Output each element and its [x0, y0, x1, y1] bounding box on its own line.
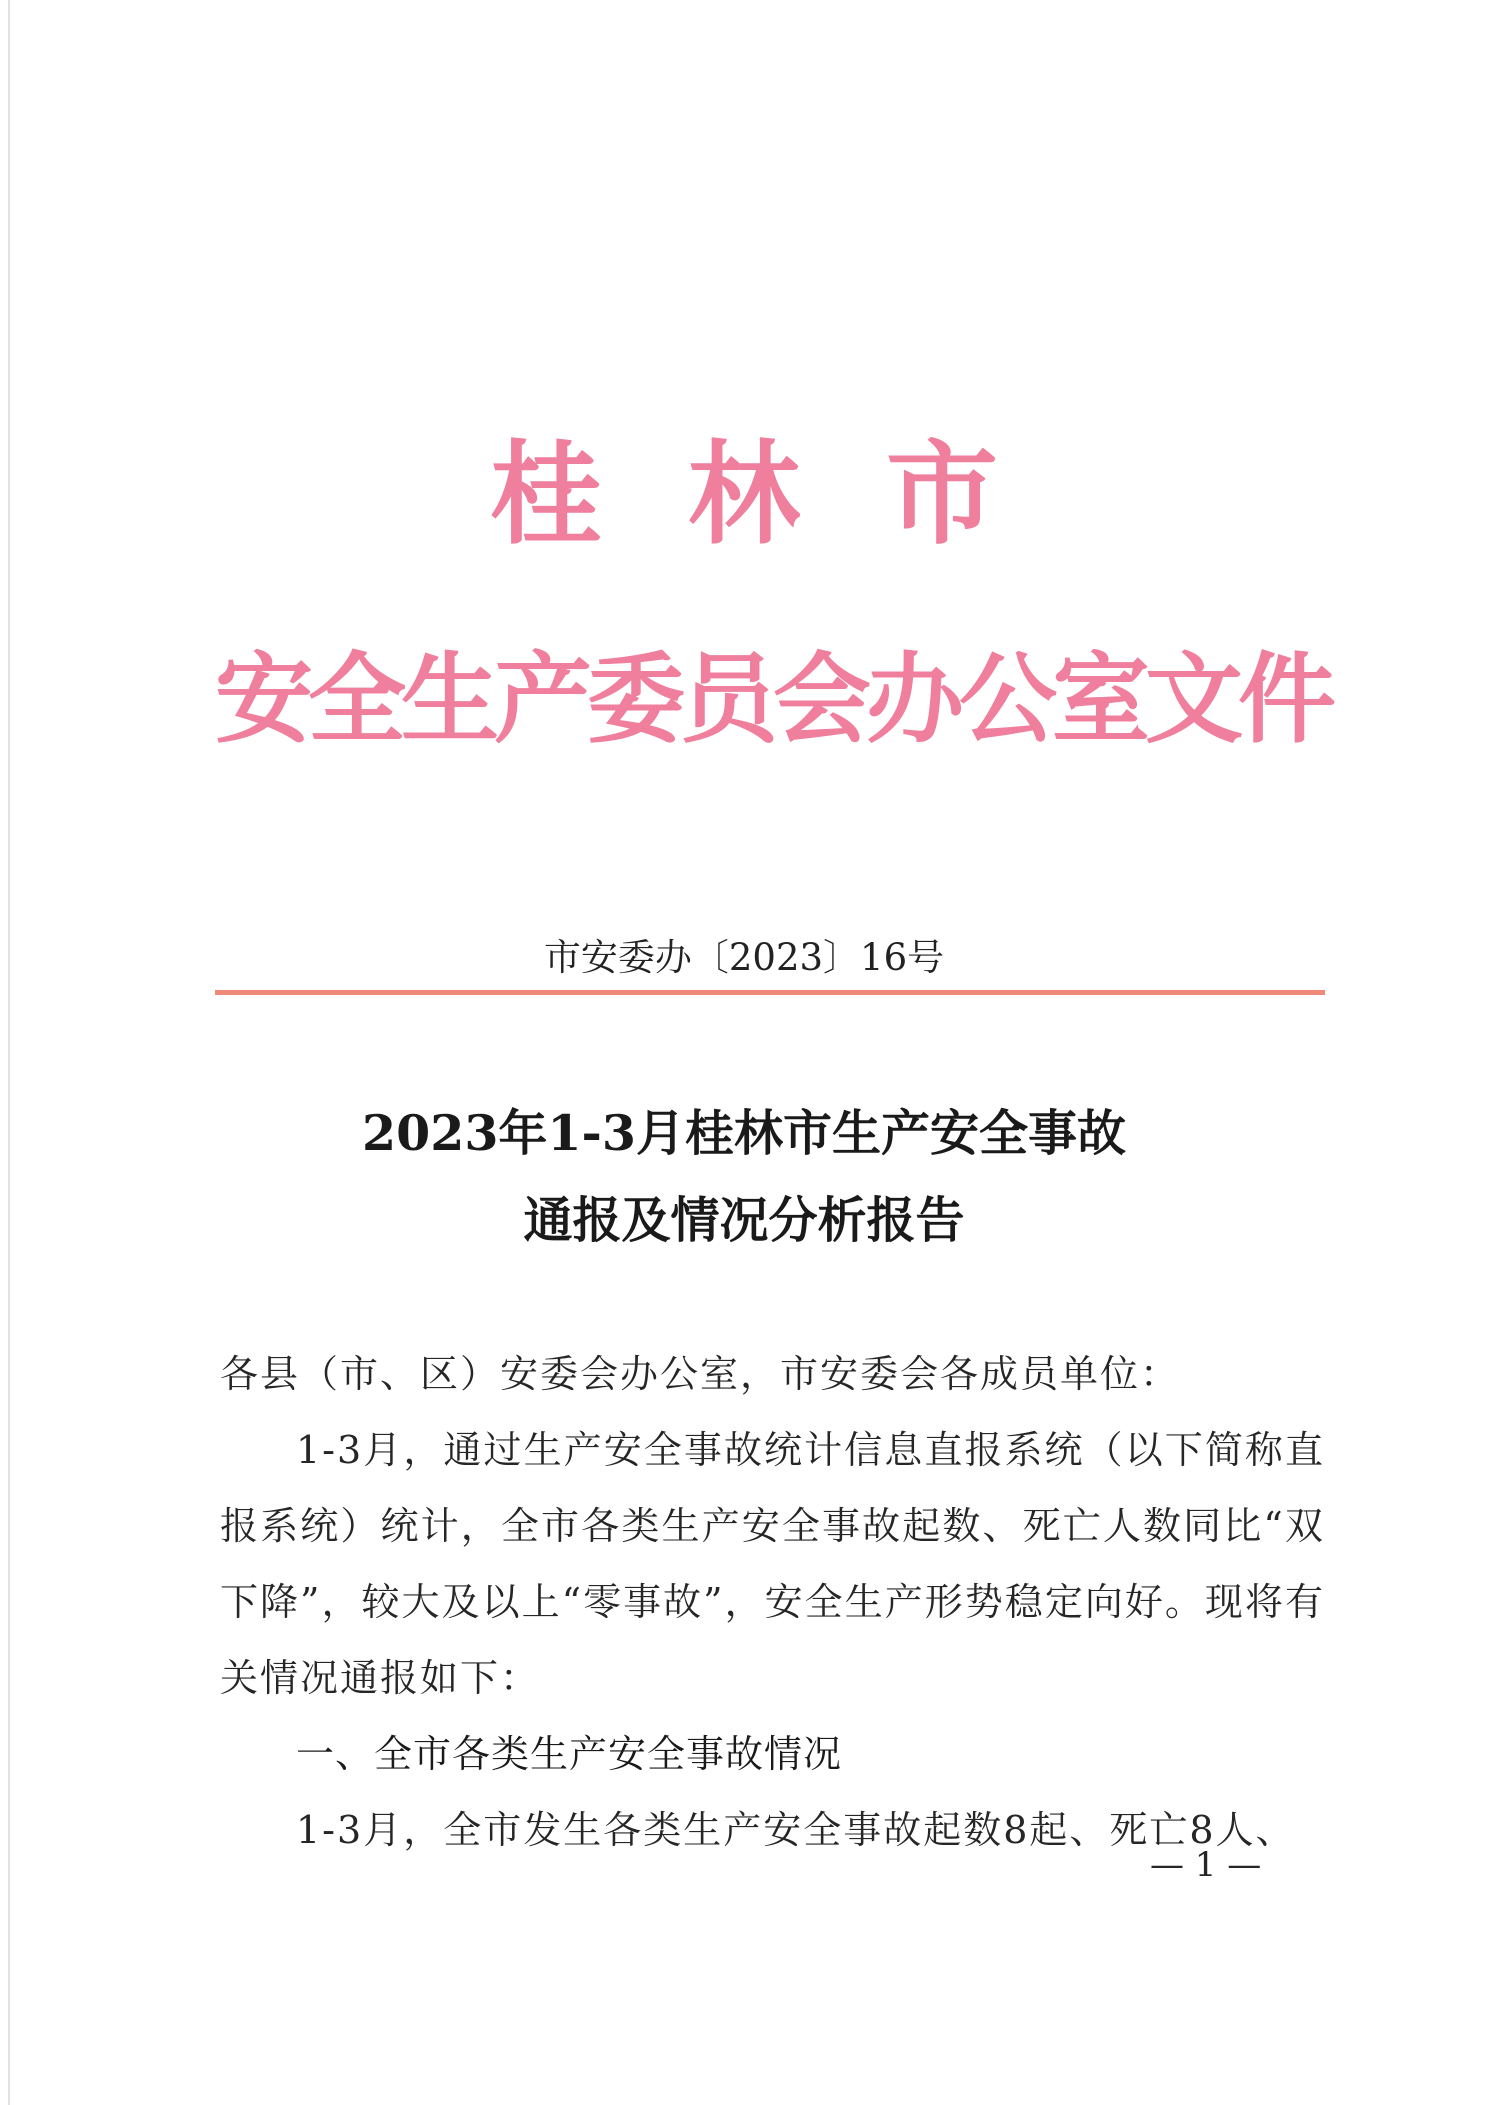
red-divider-rule	[215, 990, 1325, 995]
document-number: 市安委办〔2023〕16号	[543, 936, 945, 979]
salutation: 各县（市、区）安委会办公室，市安委会各成员单位：	[220, 1352, 1181, 1396]
page-number: — 1 —	[1150, 1845, 1262, 1885]
body-paragraph-1: 1-3月，通过生产安全事故统计信息直报系统（以下简称直报系统）统计，全市各类生产安全事故起数、死亡人数同比“双下降”，较大及以上“零事故”，安全生产形势稳定向好。现将有关情况通报如下：	[220, 1428, 1325, 1700]
section-1-heading: 一、全市各类生产安全事故情况	[296, 1732, 843, 1776]
page-edge	[8, 0, 10, 2105]
header-city: 桂林市	[490, 429, 1084, 560]
header-office: 安全生产委员会办公室文件	[215, 642, 1332, 757]
title-line-2: 通报及情况分析报告	[523, 1191, 965, 1249]
body-paragraph-2: 1-3月，全市发生各类生产安全事故起数8起、死亡8人、	[296, 1808, 1296, 1852]
title-line-1: 2023年1-3月桂林市生产安全事故	[362, 1104, 1126, 1162]
